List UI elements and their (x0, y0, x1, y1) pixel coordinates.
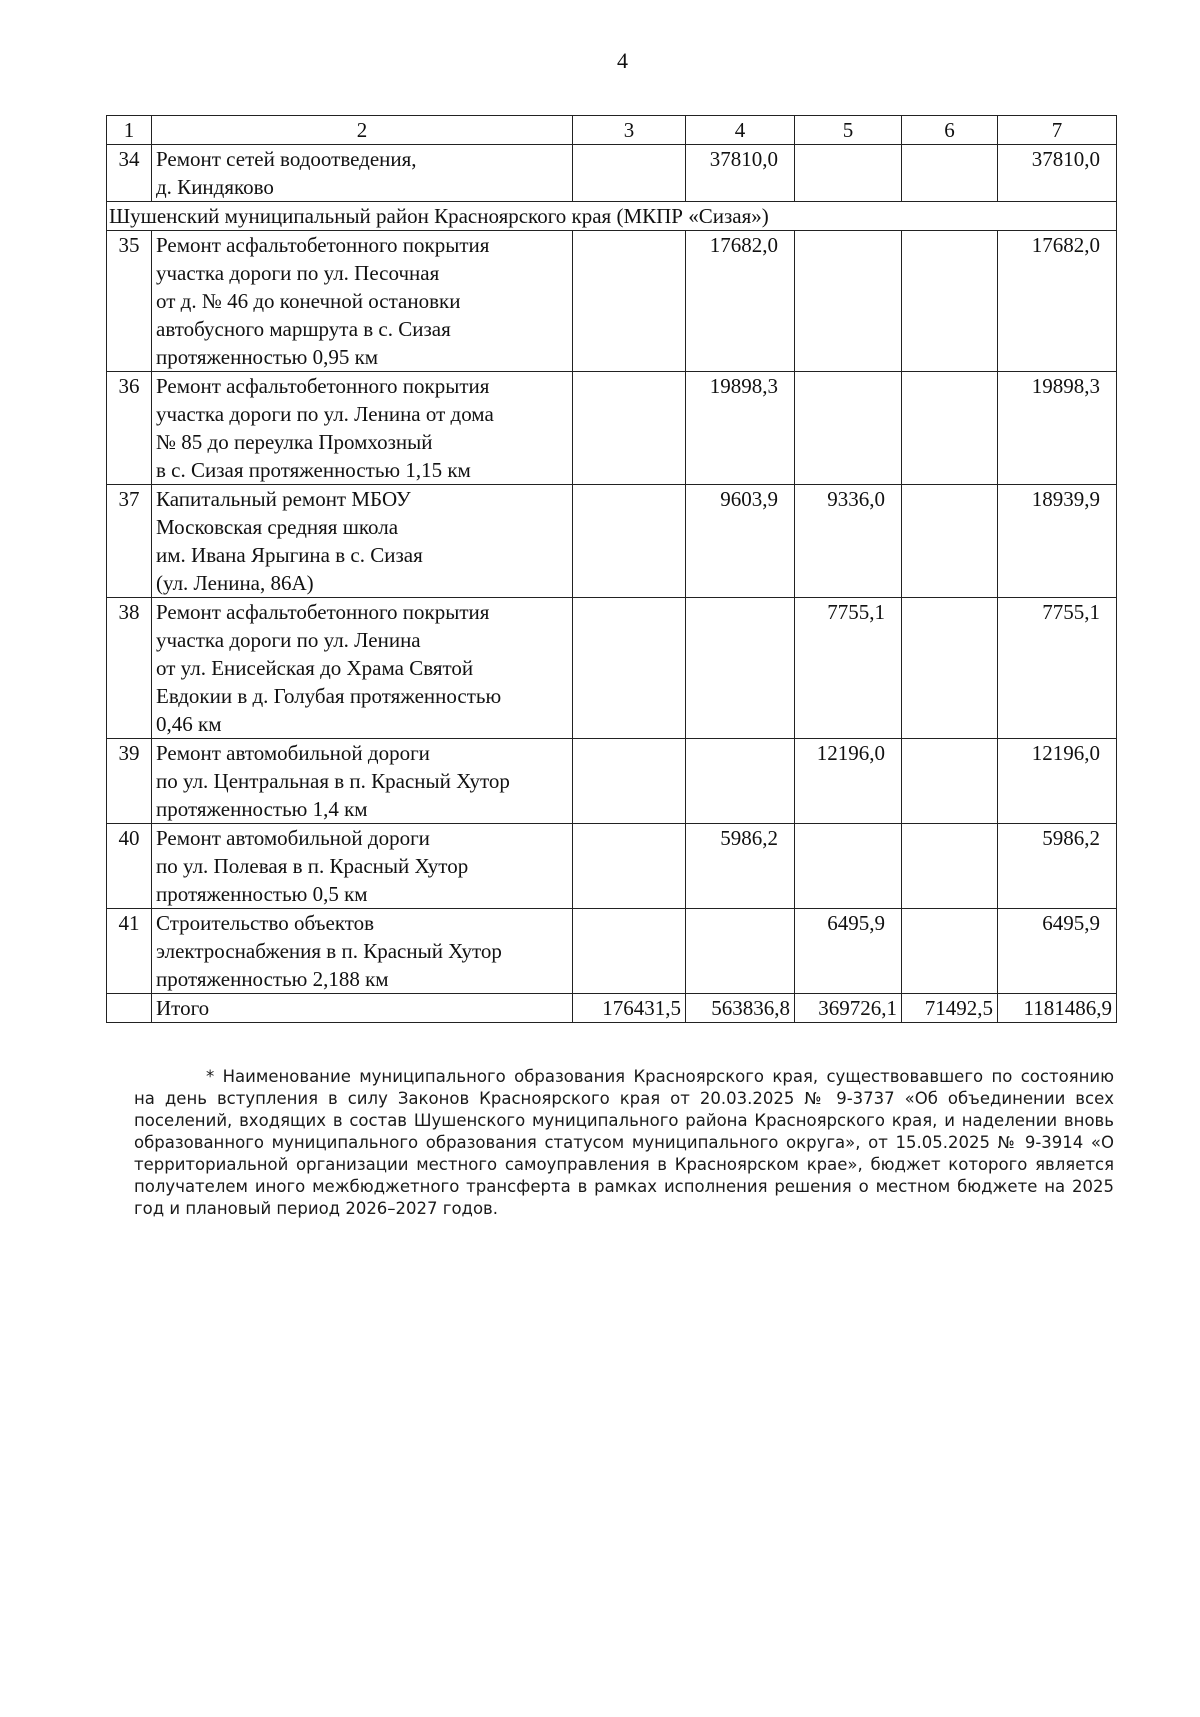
value-cell-c6 (902, 231, 998, 372)
table-row (107, 231, 1117, 372)
row-name (152, 909, 573, 994)
value-cell-c4 (686, 739, 795, 824)
value-cell-c7: 37810,0 (998, 145, 1117, 202)
value-cell-c5: 6495,9 (795, 909, 902, 994)
header-cell: 1 (107, 116, 152, 145)
section-row (107, 202, 1117, 231)
row-name (152, 485, 573, 598)
row-name (152, 145, 573, 202)
value-cell-c7: 17682,0 (998, 231, 1117, 372)
row-name-line: участка дороги по ул. Ленина (156, 628, 421, 652)
row-number: 39 (107, 739, 152, 824)
row-name-line: Ремонт асфальтобетонного покрытия (156, 600, 490, 624)
row-name-line: участка дороги по ул. Песочная (156, 261, 440, 285)
row-name-line: Ремонт автомобильной дороги (156, 741, 430, 765)
value-cell-c3 (573, 485, 686, 598)
table-body (107, 116, 1117, 1023)
header-row (107, 116, 1117, 145)
table-row (107, 909, 1117, 994)
table-row (107, 739, 1117, 824)
header-cell: 6 (902, 116, 998, 145)
row-name-line: Ремонт асфальтобетонного покрытия (156, 374, 490, 398)
row-name-line: автобусного маршрута в с. Сизая (156, 317, 451, 341)
row-name-line: участка дороги по ул. Ленина от дома (156, 402, 494, 426)
value-cell-c4: 37810,0 (686, 145, 795, 202)
row-name-line: Строительство объектов (156, 911, 375, 935)
header-cell: 4 (686, 116, 795, 145)
row-name (152, 372, 573, 485)
row-name-line: протяженностью 0,5 км (156, 882, 368, 906)
row-number: 38 (107, 598, 152, 739)
total-value-c5: 369726,1 (795, 994, 902, 1023)
row-number: 40 (107, 824, 152, 909)
header-cell: 3 (573, 116, 686, 145)
table-row (107, 485, 1117, 598)
value-cell-c3 (573, 909, 686, 994)
row-number: 34 (107, 145, 152, 202)
value-cell-c6 (902, 145, 998, 202)
row-name-line: по ул. Полевая в п. Красный Хутор (156, 854, 469, 878)
value-cell-c6 (902, 485, 998, 598)
value-cell-c4 (686, 598, 795, 739)
header-cell: 5 (795, 116, 902, 145)
total-value-c4: 563836,8 (686, 994, 795, 1023)
row-name-line: протяженностью 1,4 км (156, 797, 368, 821)
row-name-line: протяженностью 2,188 км (156, 967, 389, 991)
row-name-line: электроснабжения в п. Красный Хутор (156, 939, 502, 963)
value-cell-c3 (573, 824, 686, 909)
row-name-line: Евдокии в д. Голубая протяженностью (156, 684, 502, 708)
value-cell-c3 (573, 598, 686, 739)
row-number: 41 (107, 909, 152, 994)
row-name (152, 824, 573, 909)
value-cell-c7: 6495,9 (998, 909, 1117, 994)
row-name-line: Московская средняя школа (156, 515, 399, 539)
total-row (107, 994, 1117, 1023)
value-cell-c4: 19898,3 (686, 372, 795, 485)
page-number: 4 (617, 48, 628, 73)
row-name-line: в с. Сизая протяженностью 1,15 км (156, 458, 471, 482)
value-cell-c4: 17682,0 (686, 231, 795, 372)
header-cell: 2 (152, 116, 573, 145)
value-cell-c5: 12196,0 (795, 739, 902, 824)
section-title: Шушенский муниципальный район Красноярского края (МКПР «Сизая») (107, 202, 1117, 231)
value-cell-c6 (902, 372, 998, 485)
row-name-line: 0,46 км (156, 712, 222, 736)
value-cell-c7: 5986,2 (998, 824, 1117, 909)
row-name-line: (ул. Ленина, 86А) (156, 571, 314, 595)
row-name (152, 231, 573, 372)
total-value-c3: 176431,5 (573, 994, 686, 1023)
header-cell: 7 (998, 116, 1117, 145)
row-name-line: от д. № 46 до конечной остановки (156, 289, 461, 313)
row-name (152, 598, 573, 739)
total-label: Итого (152, 994, 573, 1023)
row-name-line: Ремонт автомобильной дороги (156, 826, 430, 850)
value-cell-c7: 12196,0 (998, 739, 1117, 824)
total-value-c7: 1181486,9 (998, 994, 1117, 1023)
value-cell-c5 (795, 824, 902, 909)
value-cell-c5 (795, 145, 902, 202)
row-number: 36 (107, 372, 152, 485)
budget-table (106, 115, 1117, 1023)
table-row (107, 372, 1117, 485)
value-cell-c7: 18939,9 (998, 485, 1117, 598)
value-cell-c6 (902, 824, 998, 909)
value-cell-c4 (686, 909, 795, 994)
row-name (152, 739, 573, 824)
row-name-line: по ул. Центральная в п. Красный Хутор (156, 769, 510, 793)
value-cell-c6 (902, 909, 998, 994)
value-cell-c7: 7755,1 (998, 598, 1117, 739)
total-value-c6: 71492,5 (902, 994, 998, 1023)
row-name-line: Ремонт сетей водоотведения, (156, 147, 417, 171)
row-name-line: от ул. Енисейская до Храма Святой (156, 656, 474, 680)
table-row (107, 145, 1117, 202)
table-row (107, 824, 1117, 909)
value-cell-c3 (573, 739, 686, 824)
table-row (107, 598, 1117, 739)
value-cell-c3 (573, 231, 686, 372)
value-cell-c5: 7755,1 (795, 598, 902, 739)
value-cell-c5 (795, 372, 902, 485)
value-cell-c3 (573, 145, 686, 202)
row-name-line: протяженностью 0,95 км (156, 345, 379, 369)
value-cell-c4: 9603,9 (686, 485, 795, 598)
row-number: 37 (107, 485, 152, 598)
row-name-line: им. Ивана Ярыгина в с. Сизая (156, 543, 423, 567)
value-cell-c6 (902, 739, 998, 824)
total-number (107, 994, 152, 1023)
row-name-line: д. Киндяково (156, 175, 274, 199)
value-cell-c7: 19898,3 (998, 372, 1117, 485)
row-name-line: № 85 до переулка Промхозный (156, 430, 433, 454)
value-cell-c5: 9336,0 (795, 485, 902, 598)
value-cell-c4: 5986,2 (686, 824, 795, 909)
footnote: * Наименование муниципального образования Красноярского края, существовавшего по состоянию на день вступления в силу Законов Красноярского края от 20.03.2025 № 9-3737 «Об объединении всех поселений, входящих в состав Шушенского муниципального района Красноярского края, и наделении вновь образованного муниципального образования статусом муниципального округа», от 15.05.2025 № 9-3914 «О территориальной организации местного самоуправления в Красноярском крае», бюджет которого является получателем иного межбюджетного трансферта в рамках исполнения решения о местном бюджете на 2025 год и плановый период 2026–2027 годов. (134, 1067, 1114, 1218)
value-cell-c6 (902, 598, 998, 739)
value-cell-c3 (573, 372, 686, 485)
value-cell-c5 (795, 231, 902, 372)
row-name-line: Ремонт асфальтобетонного покрытия (156, 233, 490, 257)
row-name-line: Капитальный ремонт МБОУ (156, 487, 411, 511)
row-number: 35 (107, 231, 152, 372)
